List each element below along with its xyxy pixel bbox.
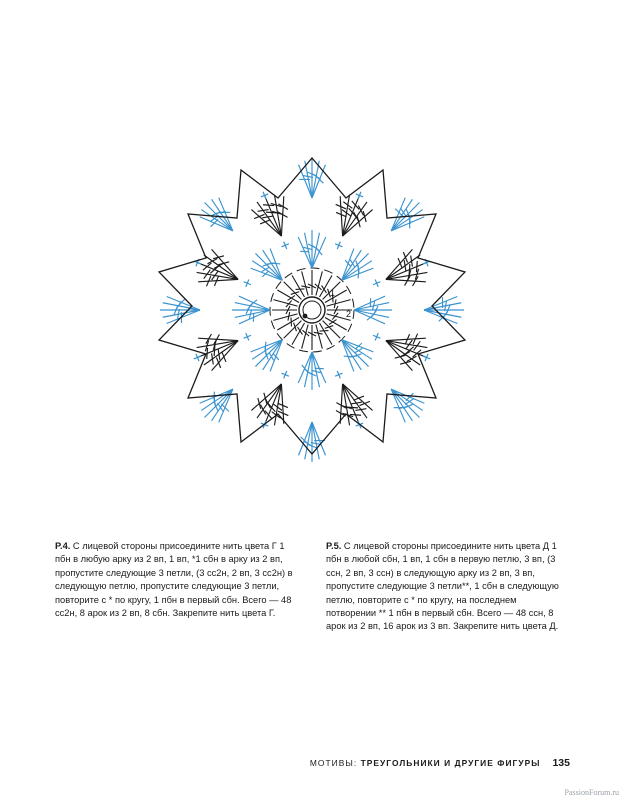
instruction-columns — [55, 540, 570, 634]
crochet-diagram-svg — [50, 110, 575, 510]
footer-line — [310, 757, 570, 769]
round-label-1: 1 — [330, 288, 336, 298]
diagram-rounds — [159, 158, 465, 462]
paragraph-text-p4: С лицевой стороны присоедините нить цвета Г 1 пбн в любую арку из 2 вп, 1 вп, *1 сбн в арку из 2 вп, пропустите следующие 3 петли, (3 сс2н, 2 вп, 3 сс2н) в следующую петлю, пропустите следующие 3 петли, повторите с * по кругу, 1 пбн в первый сбн. Всего — 48 сс2н, 8 арок из 2 вп, 8 сбн. Закрепите нить цвета Г. — [55, 541, 293, 619]
instruction-column-p4 — [55, 540, 298, 634]
paragraph-p4 — [55, 540, 298, 620]
page-number: 135 — [552, 757, 570, 769]
page-footer — [0, 757, 625, 777]
instruction-column-p5 — [326, 540, 569, 634]
round-label-2: 2 — [346, 309, 352, 319]
watermark: PassionForum.ru — [564, 788, 619, 797]
round-3-blue-fans — [232, 230, 392, 390]
paragraph-lead-p5: P.5. — [326, 541, 342, 551]
paragraph-p5 — [326, 540, 569, 634]
footer-chapter-title: ТРЕУГОЛЬНИКИ И ДРУГИЕ ФИГУРЫ — [360, 758, 541, 768]
round-2-black-ring — [270, 268, 354, 352]
footer-chapter — [310, 758, 541, 768]
footer-chapter-prefix: МОТИВЫ: — [309, 758, 358, 768]
round-5-blue-outer-fans — [160, 158, 464, 462]
crochet-diagram — [50, 110, 575, 510]
paragraph-lead-p4: P.4. — [55, 541, 71, 551]
paragraph-text-p5: С лицевой стороны присоедините нить цвета Д 1 пбн в любой сбн, 1 вп, 1 сбн в первую петлю, 3 вп, (3 ссн, 2 вп, 3 ссн) в следующую арку из 2 вп, 3 вп, пропустите следующие 3 петли**, 1 сбн в следующую петлю, повторите с * по кругу, на последнем потворении ** 1 пбн в первый сбн. Всего — 48 ссн, 8 арок из 2 вп, 16 арок из 3 вп. Закрепите нить цвета Д. — [326, 541, 559, 632]
